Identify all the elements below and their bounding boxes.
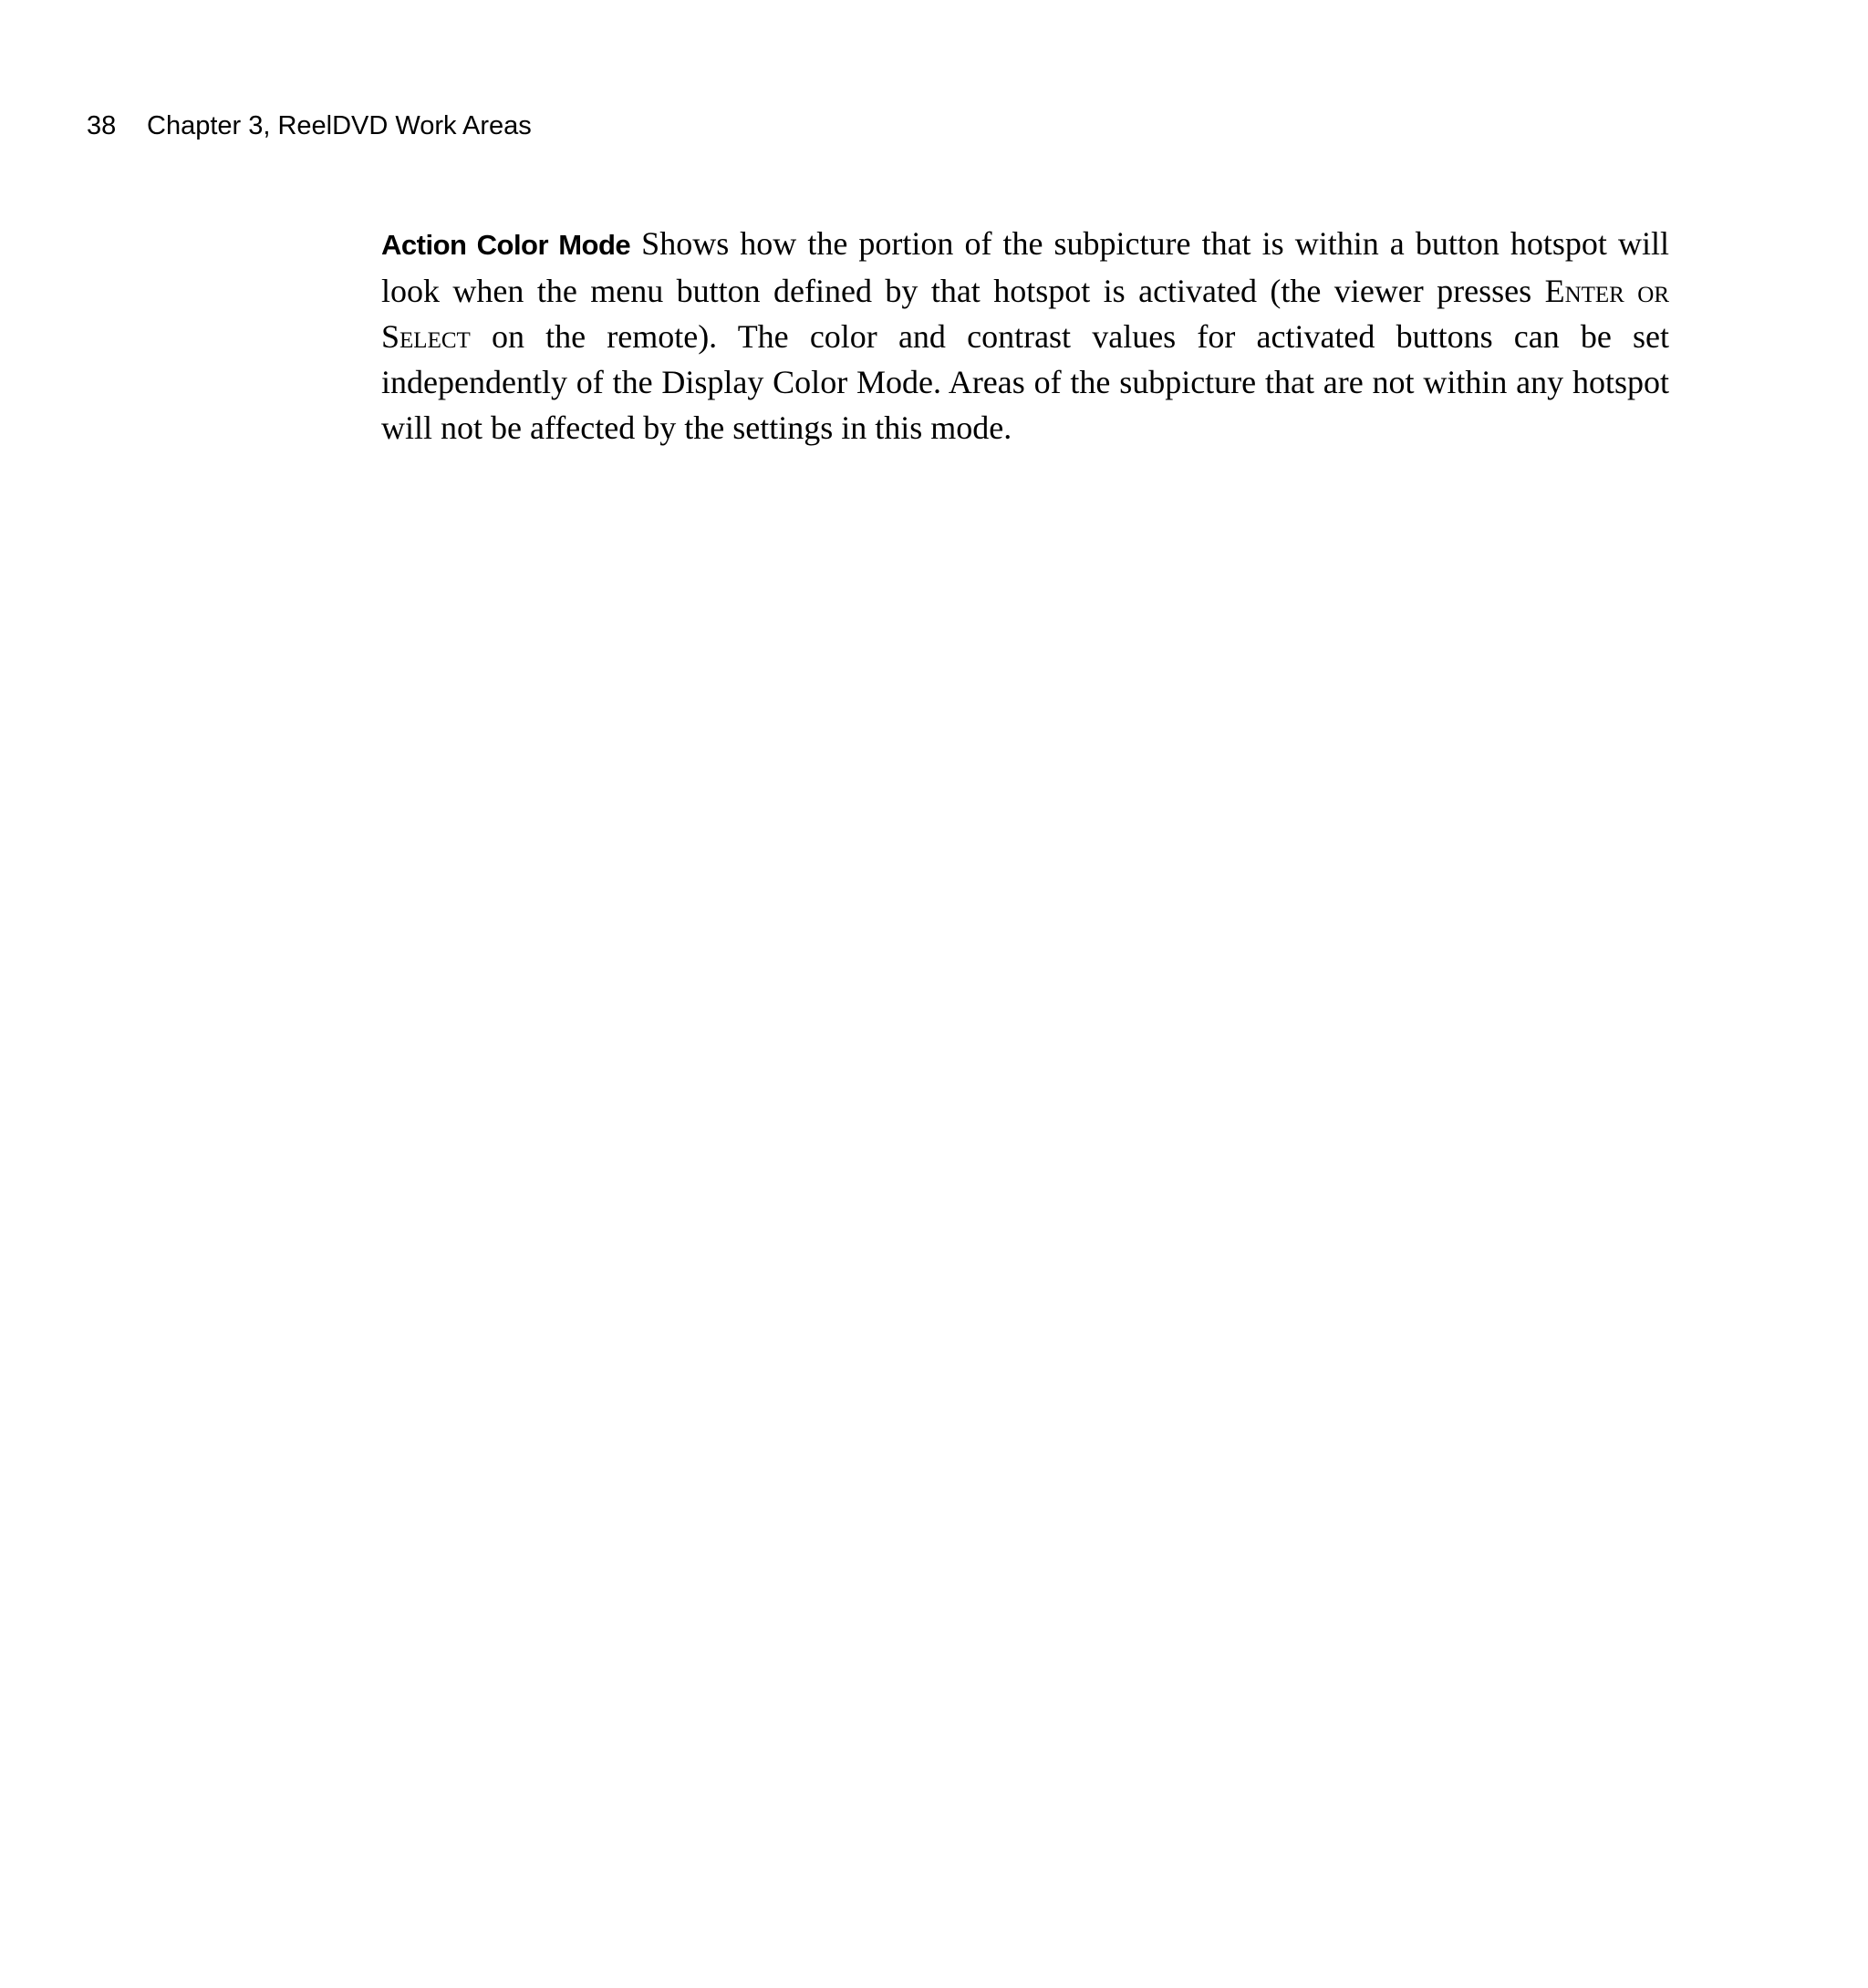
run-in-term: Action Color Mode [381, 229, 631, 261]
enter-key-label: Enter [1544, 273, 1624, 309]
body-text [381, 221, 1669, 450]
page-number: 38 [87, 111, 117, 140]
running-title: Chapter 3, ReelDVD Work Areas [147, 111, 532, 140]
running-header [87, 108, 532, 144]
select-key-label: Select [381, 318, 471, 355]
entry-text-part-2: on the remote). The color and contrast values for activated buttons can be set independently of the Display Color Mode. Areas of the subpicture that are not within any hotspot will not be affected by the settings in this mode. [381, 318, 1669, 446]
action-color-mode-entry [381, 221, 1669, 450]
entry-text-or: or [1624, 273, 1669, 309]
entry-text-part-1: Shows how the portion of the subpicture that is within a button hotspot will look when the menu button defined by that hotspot is activated (the viewer presses [381, 225, 1669, 309]
